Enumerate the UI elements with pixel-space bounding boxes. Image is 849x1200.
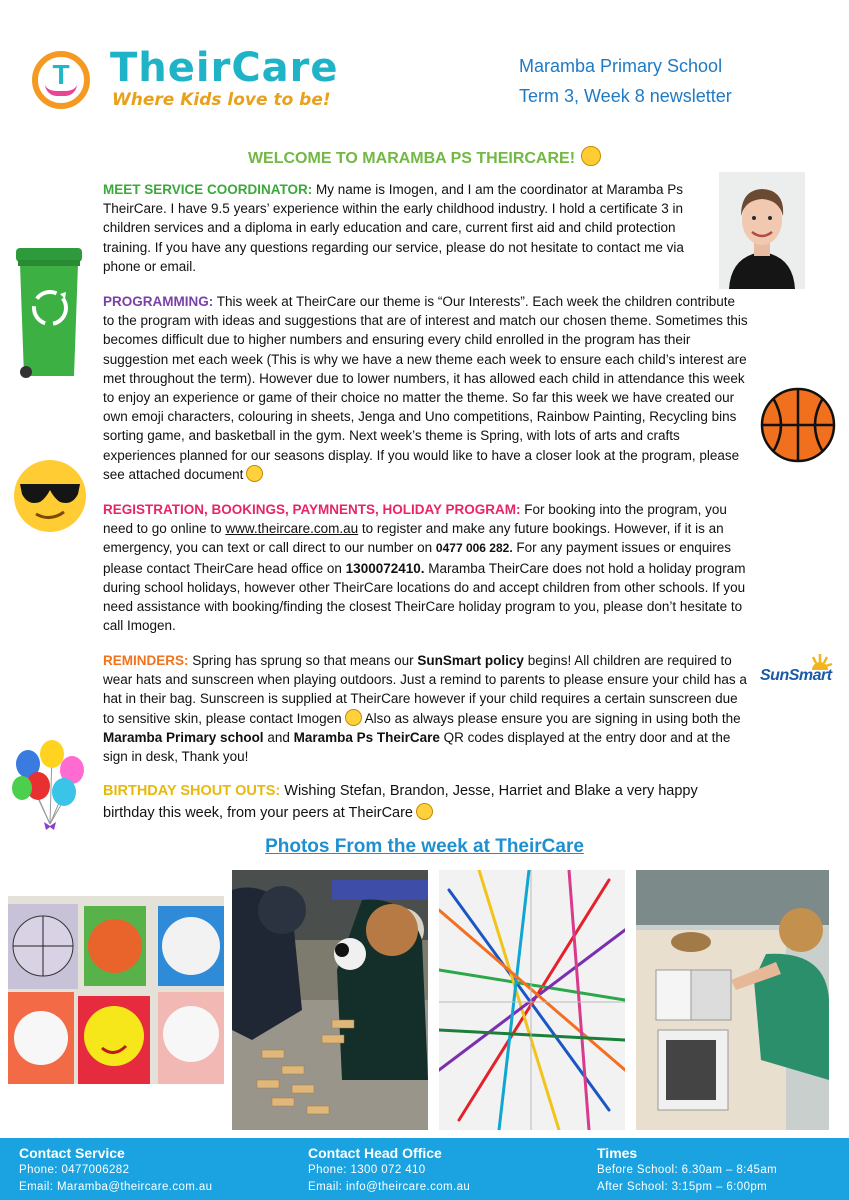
programming-paragraph xyxy=(103,292,748,484)
registration-text: For booking into the program, you need to go online to xyxy=(103,502,727,537)
welcome-heading xyxy=(0,146,849,168)
coordinator-text: My name is Imogen, and I am the coordinator at Maramba Ps TheirCare. I have 9.5 years’ experience within the early childhood industry. I hold a certificate 3 in children services and a diploma in early education and care, current first aid and child protection training. If you have any questions regarding our service, please do not hesitate to contact me via phone or email. xyxy=(103,182,684,274)
reminders-text: begins! All children are required to wear hats and sunscreen when playing outdoors. Just a remind to parents to please ensure your child has a hat in their bag. Sunscreen is supplied at TheirCare however if your child requires a certain sunscreen due to sensitive skin, please contact Imogen xyxy=(103,653,747,726)
footer-bar xyxy=(0,1138,849,1200)
basketball-icon xyxy=(759,386,837,464)
head-office-title: Contact Head Office xyxy=(308,1145,442,1161)
registration-text: Maramba TheirCare does not hold a holiday program during school holidays, however other TheirCare locations do and accept children from other schools. If you need assistance with booking/finding the closest TheirCare holiday program to you, please don’t hesitate to call Imogen. xyxy=(103,560,746,634)
service-email-line: Email: Maramba@theircare.com.au xyxy=(19,1181,213,1193)
welcome-text: WELCOME TO MARAMBA PS THEIRCARE! xyxy=(247,150,576,167)
head-office-phone: 1300072410. xyxy=(345,560,425,576)
times-title: Times xyxy=(597,1145,638,1161)
logo-tagline: Where Kids love to be! xyxy=(112,90,331,110)
contact-service-title: Contact Service xyxy=(19,1145,125,1161)
birthday-heading: BIRTHDAY SHOUT OUTS: xyxy=(103,783,281,799)
smile-emoji-icon xyxy=(345,709,362,726)
before-school-times: Before School: 6.30am – 8:45am xyxy=(597,1164,778,1176)
head-office-email-line: Email: info@theircare.com.au xyxy=(308,1181,471,1193)
times xyxy=(597,1144,777,1196)
balloons-icon xyxy=(12,740,88,832)
contact-service xyxy=(19,1144,212,1196)
after-school-times: After School: 3:15pm – 6:00pm xyxy=(597,1181,768,1193)
sunsmart-logo xyxy=(760,652,838,696)
school-qr-name: Maramba Primary school xyxy=(103,729,264,745)
birthday-text: Wishing Stefan, Brandon, Jesse, Harriet and Blake a very happy birthday this week, from your peers at TheirCare xyxy=(103,783,698,821)
contact-head-office xyxy=(308,1144,470,1196)
head-office-phone-line: Phone: 1300 072 410 xyxy=(308,1164,426,1176)
newsletter-term: Term 3, Week 8 newsletter xyxy=(519,86,732,106)
coordinator-heading: MEET SERVICE COORDINATOR: xyxy=(103,182,313,197)
registration-heading: REGISTRATION, BOOKINGS, PAYMNENTS, HOLIDAY PROGRAM: xyxy=(103,502,521,517)
smile-emoji-icon xyxy=(246,465,263,482)
website-link[interactable]: www.theircare.com.au xyxy=(225,521,359,537)
sunsmart-wordmark: SunSmart xyxy=(760,667,832,684)
birthday-paragraph xyxy=(103,780,748,824)
service-phone: 0477 006 282. xyxy=(435,541,513,556)
reminders-text: Spring has sprung so that means our xyxy=(188,653,418,668)
coordinator-paragraph xyxy=(103,180,708,276)
reminders-heading: REMINDERS: xyxy=(103,653,189,668)
programming-heading: PROGRAMMING: xyxy=(103,294,214,309)
reminders-paragraph xyxy=(103,651,748,766)
logo-t-icon: T xyxy=(52,59,70,90)
photos-heading: Photos From the week at TheirCare xyxy=(265,836,584,857)
reminders-text: and xyxy=(263,729,294,745)
smile-emoji-icon xyxy=(416,803,433,820)
theircare-logo xyxy=(32,45,339,116)
photo-rainbow-painting xyxy=(439,870,625,1130)
theircare-qr-name: Maramba Ps TheirCare xyxy=(293,729,440,745)
smile-emoji-icon xyxy=(581,146,601,166)
photo-jenga-game xyxy=(232,870,428,1130)
sunglasses-emoji-icon xyxy=(12,458,88,534)
logo-wordmark: TheirCare xyxy=(110,45,339,91)
registration-text: For any payment issues or enquires please contact TheirCare head office on xyxy=(103,540,732,576)
reminders-text: Also as always please ensure you are signing in using both the xyxy=(361,710,741,726)
coordinator-photo xyxy=(719,172,805,289)
photo-emoji-artwork xyxy=(8,896,224,1084)
reminders-text: QR codes displayed at the entry door and at the sign in desk, Thank you! xyxy=(103,729,731,765)
recycling-bin-icon xyxy=(14,244,84,380)
sunsmart-policy: SunSmart policy xyxy=(417,653,524,668)
service-phone-line: Phone: 0477006282 xyxy=(19,1164,130,1176)
programming-text: This week at TheirCare our theme is “Our Interests”. Each week the children contribute to the program with ideas and suggestions that are of interest and match our chosen theme. Sometimes this becomes difficult due to higher numbers and ensuring every child enrolled in the program has their suggestion met each week (This is why we have a new theme each week to ensure each child’s interest are met throughout the term). However due to lower numbers, it has allowed each child in attendance this week to enjoy an experience or game of their choice no matter the theme. So far this week we have created our own emoji characters, colouring in sheets, Jenga and Uno competitions, Rainbow Painting, Recycling bins sorting game, and basketball in the gym. Next week’s theme is Spring, with lots of arts and crafts experiences planned for our seasons display. If you would like to have a closer look at the program, please see attached document xyxy=(103,294,748,482)
photo-sorting-game xyxy=(636,870,829,1130)
registration-text: to register and make any future bookings. However, if it is an emergency, you can text or call direct to our number on xyxy=(103,521,724,556)
registration-paragraph xyxy=(103,500,748,635)
school-name: Maramba Primary School xyxy=(519,56,723,76)
